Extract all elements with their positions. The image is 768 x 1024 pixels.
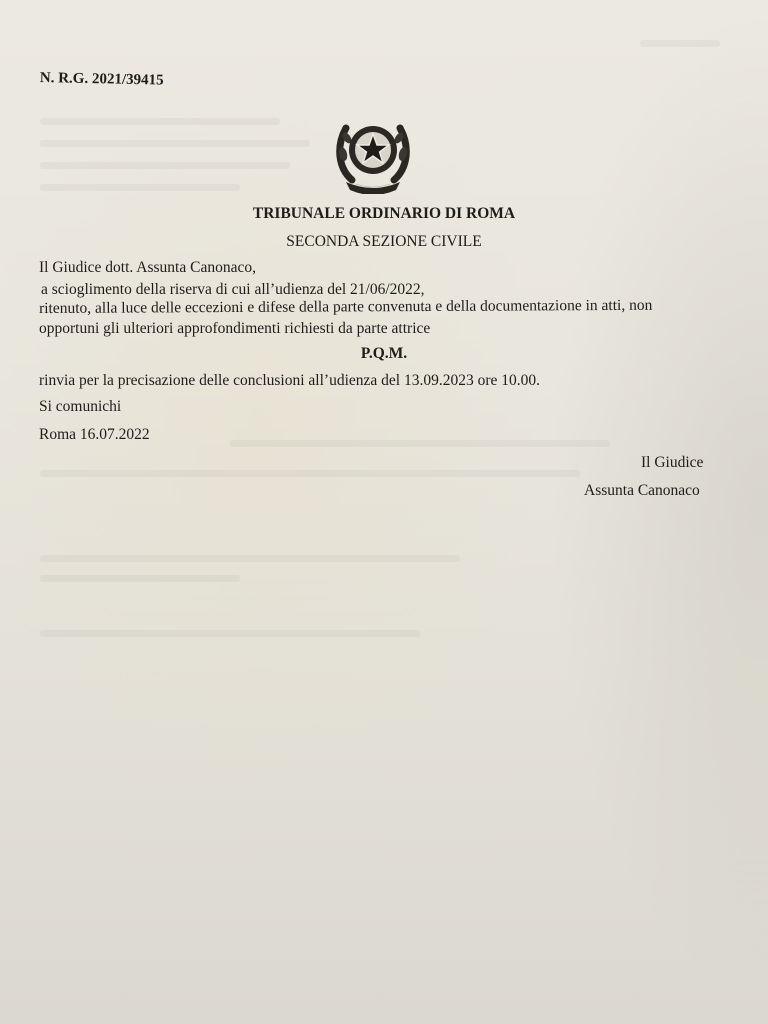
show-through bbox=[40, 140, 310, 147]
show-through bbox=[640, 40, 720, 47]
show-through bbox=[40, 575, 240, 582]
italian-republic-emblem-icon bbox=[334, 110, 412, 194]
show-through bbox=[40, 470, 580, 477]
show-through bbox=[40, 118, 280, 125]
communication-text: Si comunichi bbox=[39, 398, 122, 415]
show-through bbox=[40, 555, 460, 562]
show-through bbox=[40, 630, 420, 637]
show-through bbox=[40, 184, 240, 191]
show-through bbox=[230, 440, 610, 447]
court-section: SECONDA SEZIONE CIVILE bbox=[286, 233, 482, 250]
body-line: Il Giudice dott. Assunta Canonaco, bbox=[39, 259, 256, 276]
place-date: Roma 16.07.2022 bbox=[39, 426, 150, 443]
case-number: N. R.G. 2021/39415 bbox=[39, 70, 164, 89]
body-line: ritenuto, alla luce delle eccezioni e difese della parte convenuta e della documentazione in atti, non bbox=[39, 296, 653, 317]
body-line: a scioglimento della riserva di cui all’udienza del 21/06/2022, bbox=[41, 281, 425, 298]
court-name: TRIBUNALE ORDINARIO DI ROMA bbox=[252, 205, 516, 222]
order-text: rinvia per la precisazione delle conclusioni all’udienza del 13.09.2023 ore 10.00. bbox=[39, 372, 540, 389]
show-through bbox=[40, 162, 290, 169]
signature-title: Il Giudice bbox=[641, 454, 704, 471]
body-line: opportuni gli ulteriori approfondimenti richiesti da parte attrice bbox=[39, 320, 431, 337]
signature-name: Assunta Canonaco bbox=[584, 482, 700, 499]
pqm-heading: P.Q.M. bbox=[360, 345, 408, 362]
